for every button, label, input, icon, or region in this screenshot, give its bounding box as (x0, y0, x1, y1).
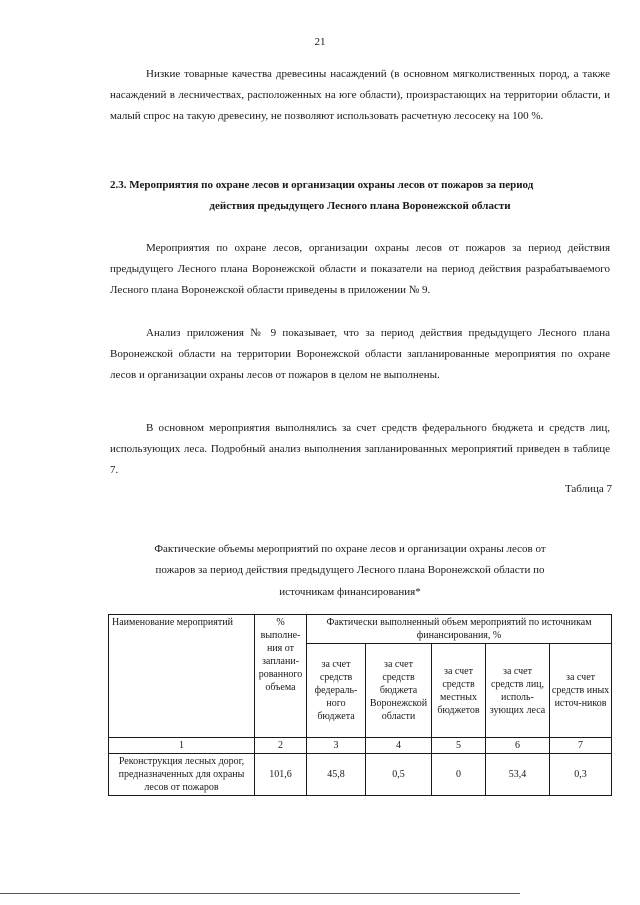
col-number: 7 (550, 738, 612, 754)
financing-table (108, 614, 612, 796)
col-number: 3 (307, 738, 366, 754)
header-regional: за счет средств бюджета Воронежской области (366, 644, 432, 738)
header-users: за счет средств лиц, исполь-зующих леса (486, 644, 550, 738)
page-number: 21 (314, 36, 326, 48)
row-users: 53,4 (486, 754, 550, 796)
row-name: Реконструкция лесных дорог, предназначенных для охраны лесов от пожаров (109, 754, 255, 796)
table-row (109, 754, 612, 796)
table-label: Таблица 7 (564, 483, 612, 495)
header-name: Наименование мероприятий (109, 615, 255, 738)
col-number: 1 (109, 738, 255, 754)
row-federal: 45,8 (307, 754, 366, 796)
row-percent: 101,6 (255, 754, 307, 796)
caption-line-3: источникам финансирования* (279, 585, 421, 598)
header-federal: за счет средств федераль-ного бюджета (307, 644, 366, 738)
table-header-row (109, 615, 612, 644)
section-heading (110, 175, 610, 218)
header-local: за счет средств местных бюджетов (432, 644, 486, 738)
paragraph-2: Мероприятия по охране лесов, организации охраны лесов от пожаров за период действия предыдущего Лесного плана Воронежской области и показатели на период действия разрабатываемого Лесного плана Воронежской области приведены в приложении № 9. (110, 242, 610, 297)
row-other: 0,3 (550, 754, 612, 796)
paragraph-3: Анализ приложения № 9 показывает, что за период действия предыдущего Лесного плана Воронежской области на территории Воронежской области запланированные мероприятия по охране лесов и организации охраны лесов от пожаров в целом не выполнены. (110, 327, 610, 382)
row-local: 0 (432, 754, 486, 796)
row-regional: 0,5 (366, 754, 432, 796)
col-number: 4 (366, 738, 432, 754)
table-column-numbers-row (109, 738, 612, 754)
col-number: 6 (486, 738, 550, 754)
col-number: 5 (432, 738, 486, 754)
header-other: за счет средств иных источ-ников (550, 644, 612, 738)
caption-line-2: пожаров за период действия предыдущего Лесного плана Воронежской области по (155, 564, 545, 577)
header-percent: % выполне-ния от заплани-рованного объема (255, 615, 307, 738)
col-number: 2 (255, 738, 307, 754)
caption-line-1: Фактические объемы мероприятий по охране лесов и организации охраны лесов от (154, 543, 546, 555)
paragraph-4: В основном мероприятия выполнялись за счет средств федерального бюджета и средств лиц, использующих леса. Подробный анализ выполнения запланированных мероприятий приведен в таблице 7. (110, 422, 610, 477)
footer-divider (0, 893, 520, 894)
paragraph-1: Низкие товарные качества древесины насаждений (в основном мягколиственных пород, а также насаждений в лесничествах, расположенных на юге области), произрастающих на территории области, и малый спрос на такую древесину, не позволяют использовать расчетную лесосеку на 100 %. (110, 68, 610, 123)
section-heading-line-1: 2.3. Мероприятия по охране лесов и организации охраны лесов от пожаров за период (110, 179, 534, 191)
header-financing-group: Фактически выполненный объем мероприятий по источникам финансирования, % (307, 615, 612, 644)
table-caption (90, 539, 610, 603)
section-heading-line-2: действия предыдущего Лесного плана Воронежской области (209, 200, 511, 213)
